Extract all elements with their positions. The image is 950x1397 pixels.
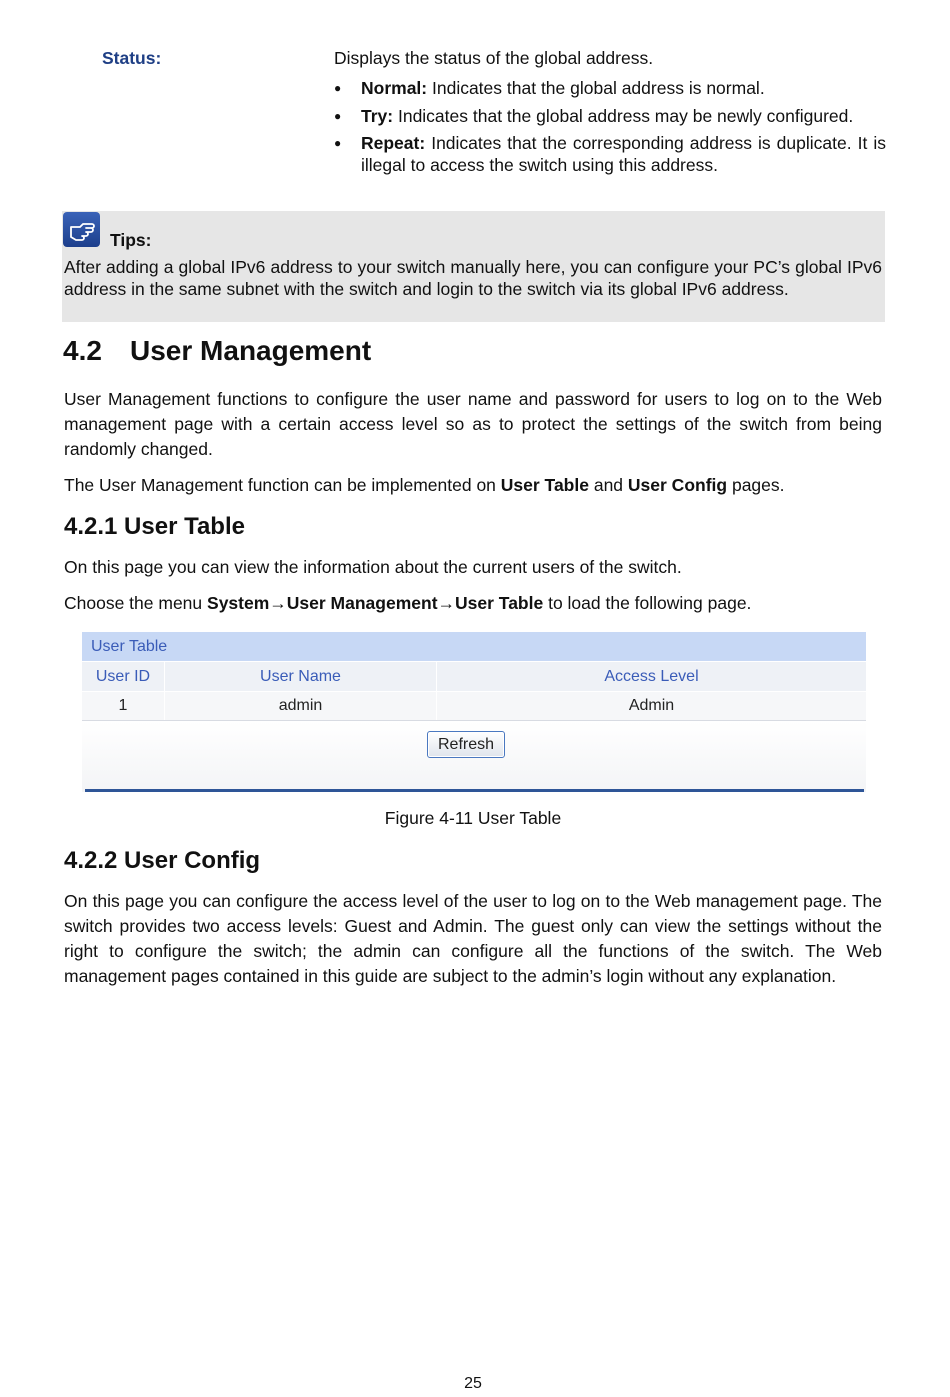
user-table-intro: On this page you can view the information about the current users of the switch. (64, 557, 682, 577)
user-management-pages-paragraph (64, 473, 914, 498)
table-header-row (82, 662, 866, 691)
status-term: Status: (102, 48, 162, 68)
text-run: to load the following page. (543, 593, 752, 613)
user-table-panel (82, 632, 866, 792)
list-item (334, 78, 886, 100)
arrow-glyph: → (269, 593, 287, 613)
column-header-access-level: Access Level (604, 667, 699, 685)
pointing-hand-icon (63, 212, 100, 247)
subsection-heading-4-2-1: 4.2.1 User Table (64, 513, 245, 540)
refresh-button[interactable]: Refresh (427, 731, 505, 758)
bold-text: User Table (455, 593, 544, 613)
bold-text: User Table (500, 475, 589, 495)
section-number: 4.2 (63, 335, 102, 366)
menu-path-paragraph (64, 591, 914, 616)
section-heading-4-2 (63, 335, 371, 367)
page-number: 25 (464, 1375, 482, 1392)
table-row (82, 692, 866, 721)
bullet-text: Indicates that the global address may be newly configured. (393, 105, 854, 126)
bullet-label: Try: (361, 105, 394, 126)
text-run: Choose the menu (64, 593, 208, 613)
list-item (334, 133, 886, 176)
status-description: Displays the status of the global address. (334, 48, 654, 68)
cell-access-level: Admin (628, 697, 675, 714)
status-bullet-list (334, 78, 886, 182)
bullet-text: Indicates that the corresponding address is duplicate. It is illegal to access the switch using this address. (361, 133, 886, 175)
text-run: The User Management function can be implemented on (64, 475, 501, 495)
bold-text: User Config (627, 475, 728, 495)
text-run: pages. (727, 475, 785, 495)
bold-text: User Management (286, 593, 438, 613)
bullet-label: Repeat: (361, 133, 426, 153)
tips-label: Tips: (110, 230, 152, 250)
user-management-intro: User Management functions to configure the user name and password for users to log on to the Web management page with a certain access level so as to protect the settings of the switch from being randomly changed. (64, 389, 882, 459)
user-config-paragraph: On this page you can configure the access level of the user to log on to the Web management page. The switch provides two access levels: Guest and Admin. The guest only can view the settings without the right to configure the switch; the admin can configure all the functions of the switch. The Web management pages contained in this guide are subject to the admin’s login without any explanation. (64, 891, 882, 986)
bullet-text: Indicates that the global address is normal. (427, 78, 765, 98)
cell-user-name: admin (165, 692, 437, 720)
user-table-title: User Table (82, 632, 866, 661)
section-title: User Management (130, 335, 372, 366)
figure-divider (85, 789, 864, 792)
tips-text: After adding a global IPv6 address to your switch manually here, you can configure your PC’s global IPv6 address in the same subnet with the switch and login to the switch via its global IPv6 address. (64, 257, 882, 299)
column-header-user-name: User Name (165, 662, 437, 691)
bullet-label: Normal: (361, 78, 428, 98)
text-run: and (588, 475, 628, 495)
cell-user-id: 1 (82, 692, 165, 720)
list-item (334, 106, 886, 128)
arrow-glyph: → (437, 593, 456, 613)
bold-text: System (207, 593, 270, 613)
column-header-user-id: User ID (82, 662, 165, 691)
figure-caption: Figure 4-11 User Table (384, 808, 562, 828)
subsection-heading-4-2-2: 4.2.2 User Config (64, 847, 261, 874)
